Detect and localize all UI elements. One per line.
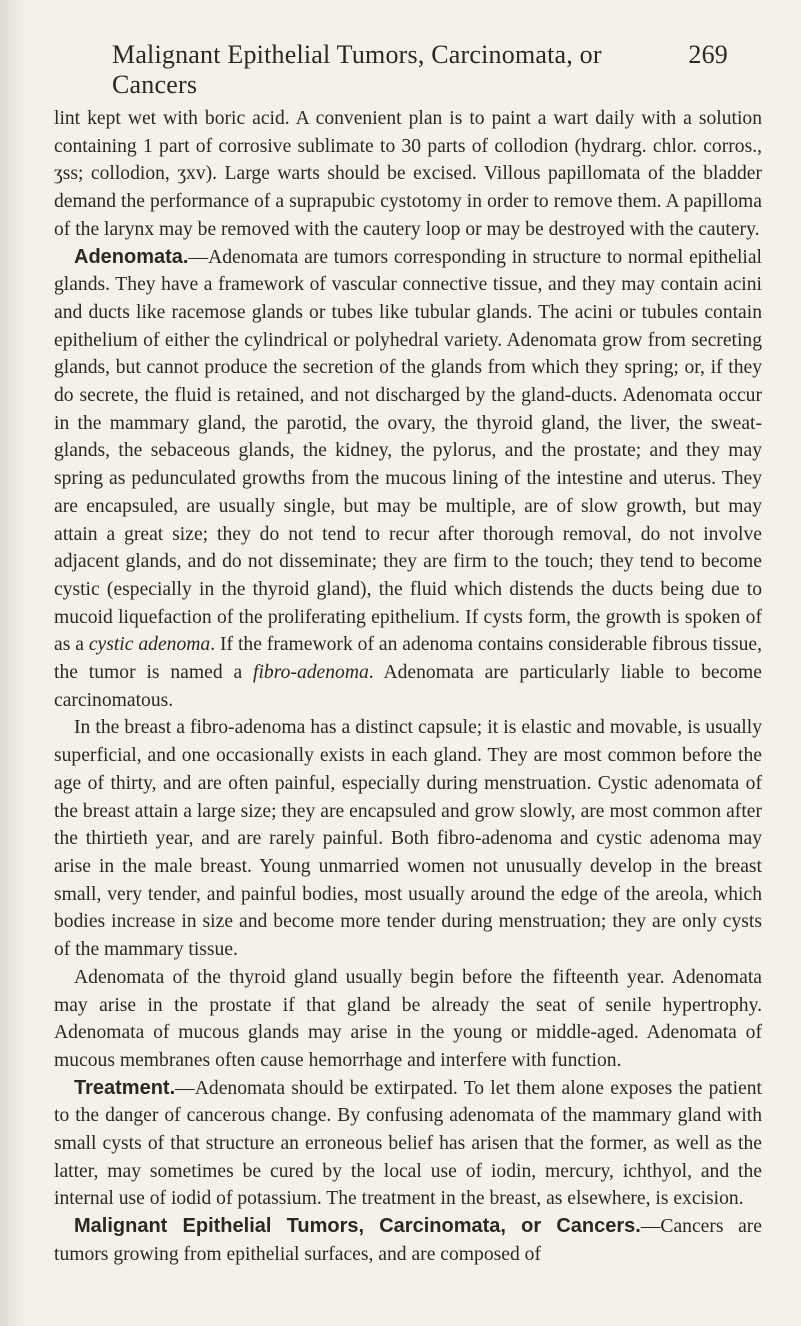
running-header — [112, 40, 728, 99]
page-number: 269 — [688, 40, 728, 69]
paragraph — [54, 1075, 762, 1214]
paragraph — [54, 244, 762, 715]
paragraph — [54, 964, 762, 1075]
paragraph-text: —Adenomata are tumors corresponding in structure to normal epithelial glands. They have a framework of vascular connective tissue, and they may contain acini and ducts like racemose glands or tubes like tubular glands. The acini or tubules contain epithelium of either the cylindrical or polyhedral variety. Adenomata grow from secreting glands, but cannot produce the secretion of the glands from which they spring; or, if they do secrete, the fluid is retained, and not discharged by the gland-ducts. Adenomata occur in the mammary gland, the parotid, the ovary, the thyroid gland, the liver, the sweat-glands, the sebaceous glands, the kidney, the pylorus, and the prostate; and they may spring as pedunculated growths from the mucous lining of the intestine and uterus. They are encapsuled, are usually single, but may be multiple, are of slow growth, but may attain a great size; they do not tend to recur after thorough removal, do not involve adjacent glands, and do not disseminate; they are firm to the touch; they tend to become cystic (especially in the thyroid gland), the fluid which distends the ducts being due to mucoid liquefaction of the proliferating epithelium. If cysts form, the growth is spoken of as a — [54, 246, 762, 656]
section-heading: Malignant Epithelial Tumors, Carcinomata, or Cancers. — [74, 1215, 641, 1238]
italic-term: fibro-adenoma — [253, 662, 369, 684]
paragraph-text: —Cancers are tumors growing from epithelial surfaces, and are composed of — [54, 1216, 762, 1265]
italic-term: cystic adenoma — [88, 634, 211, 656]
body-text — [54, 105, 762, 1269]
section-heading: Adenomata. — [74, 245, 189, 268]
paragraph-text: In the breast a fibro-adenoma has a distinct capsule; it is elastic and movable, is usually superficial, and one occasionally exists in each gland. They are most common before the age of thirty, and are often painful, especially during menstruation. Cystic adenomata of the breast attain a large size; they are encapsuled and grow slowly, are most common after the thirtieth year, and are rarely painful. Both fibro-adenoma and cystic adenoma may arise in the male breast. Young unmarried women not unusually develop in the breast small, very tender, and painful bodies, most usually around the edge of the areola, which bodies increase in size and become more tender during menstruation; they are only cysts of the mammary tissue. — [54, 717, 762, 961]
paragraph — [54, 1213, 762, 1268]
paragraph-text: lint kept wet with boric acid. A convenient plan is to paint a wart daily with a solution containing 1 part of corrosive sublimate to 30 parts of collodion (hydrarg. chlor. corros., ʒss; collodion, ʒxv). Large warts should be excised. Villous papillomata of the bladder demand the performance of a suprapubic cystotomy in order to remove them. A papilloma of the larynx may be removed with the cautery loop or may be destroyed with the cautery. — [54, 108, 762, 240]
paragraph — [54, 105, 762, 244]
gutter-shadow — [0, 0, 26, 1326]
paragraph-text: . Adenomata are particularly liable to become carcinomatous. — [54, 662, 762, 711]
paragraph-text: . If the framework of an adenoma contains considerable fibrous tissue, the tumor is named a — [54, 634, 762, 684]
paragraph-text: —Adenomata should be extirpated. To let them alone exposes the patient to the danger of cancerous change. By confusing adenomata of the mammary gland with small cysts of that structure an erroneous belief has arisen that the former, as well as the latter, may sometimes be cured by the local use of iodin, mercury, ichthyol, and the internal use of iodid of potassium. The treatment in the breast, as elsewhere, is excision. — [54, 1077, 762, 1210]
paragraph — [54, 714, 762, 963]
paragraph-text: Adenomata of the thyroid gland usually begin before the fifteenth year. Adenomata may arise in the prostate if that gland be already the seat of senile hypertrophy. Adenomata of mucous glands may arise in the young or middle-aged. Adenomata of mucous membranes often cause hemorrhage and interfere with function. — [54, 966, 762, 1071]
running-title: Malignant Epithelial Tumors, Carcinomata, or Cancers — [112, 40, 602, 99]
section-heading: Treatment. — [74, 1076, 176, 1099]
